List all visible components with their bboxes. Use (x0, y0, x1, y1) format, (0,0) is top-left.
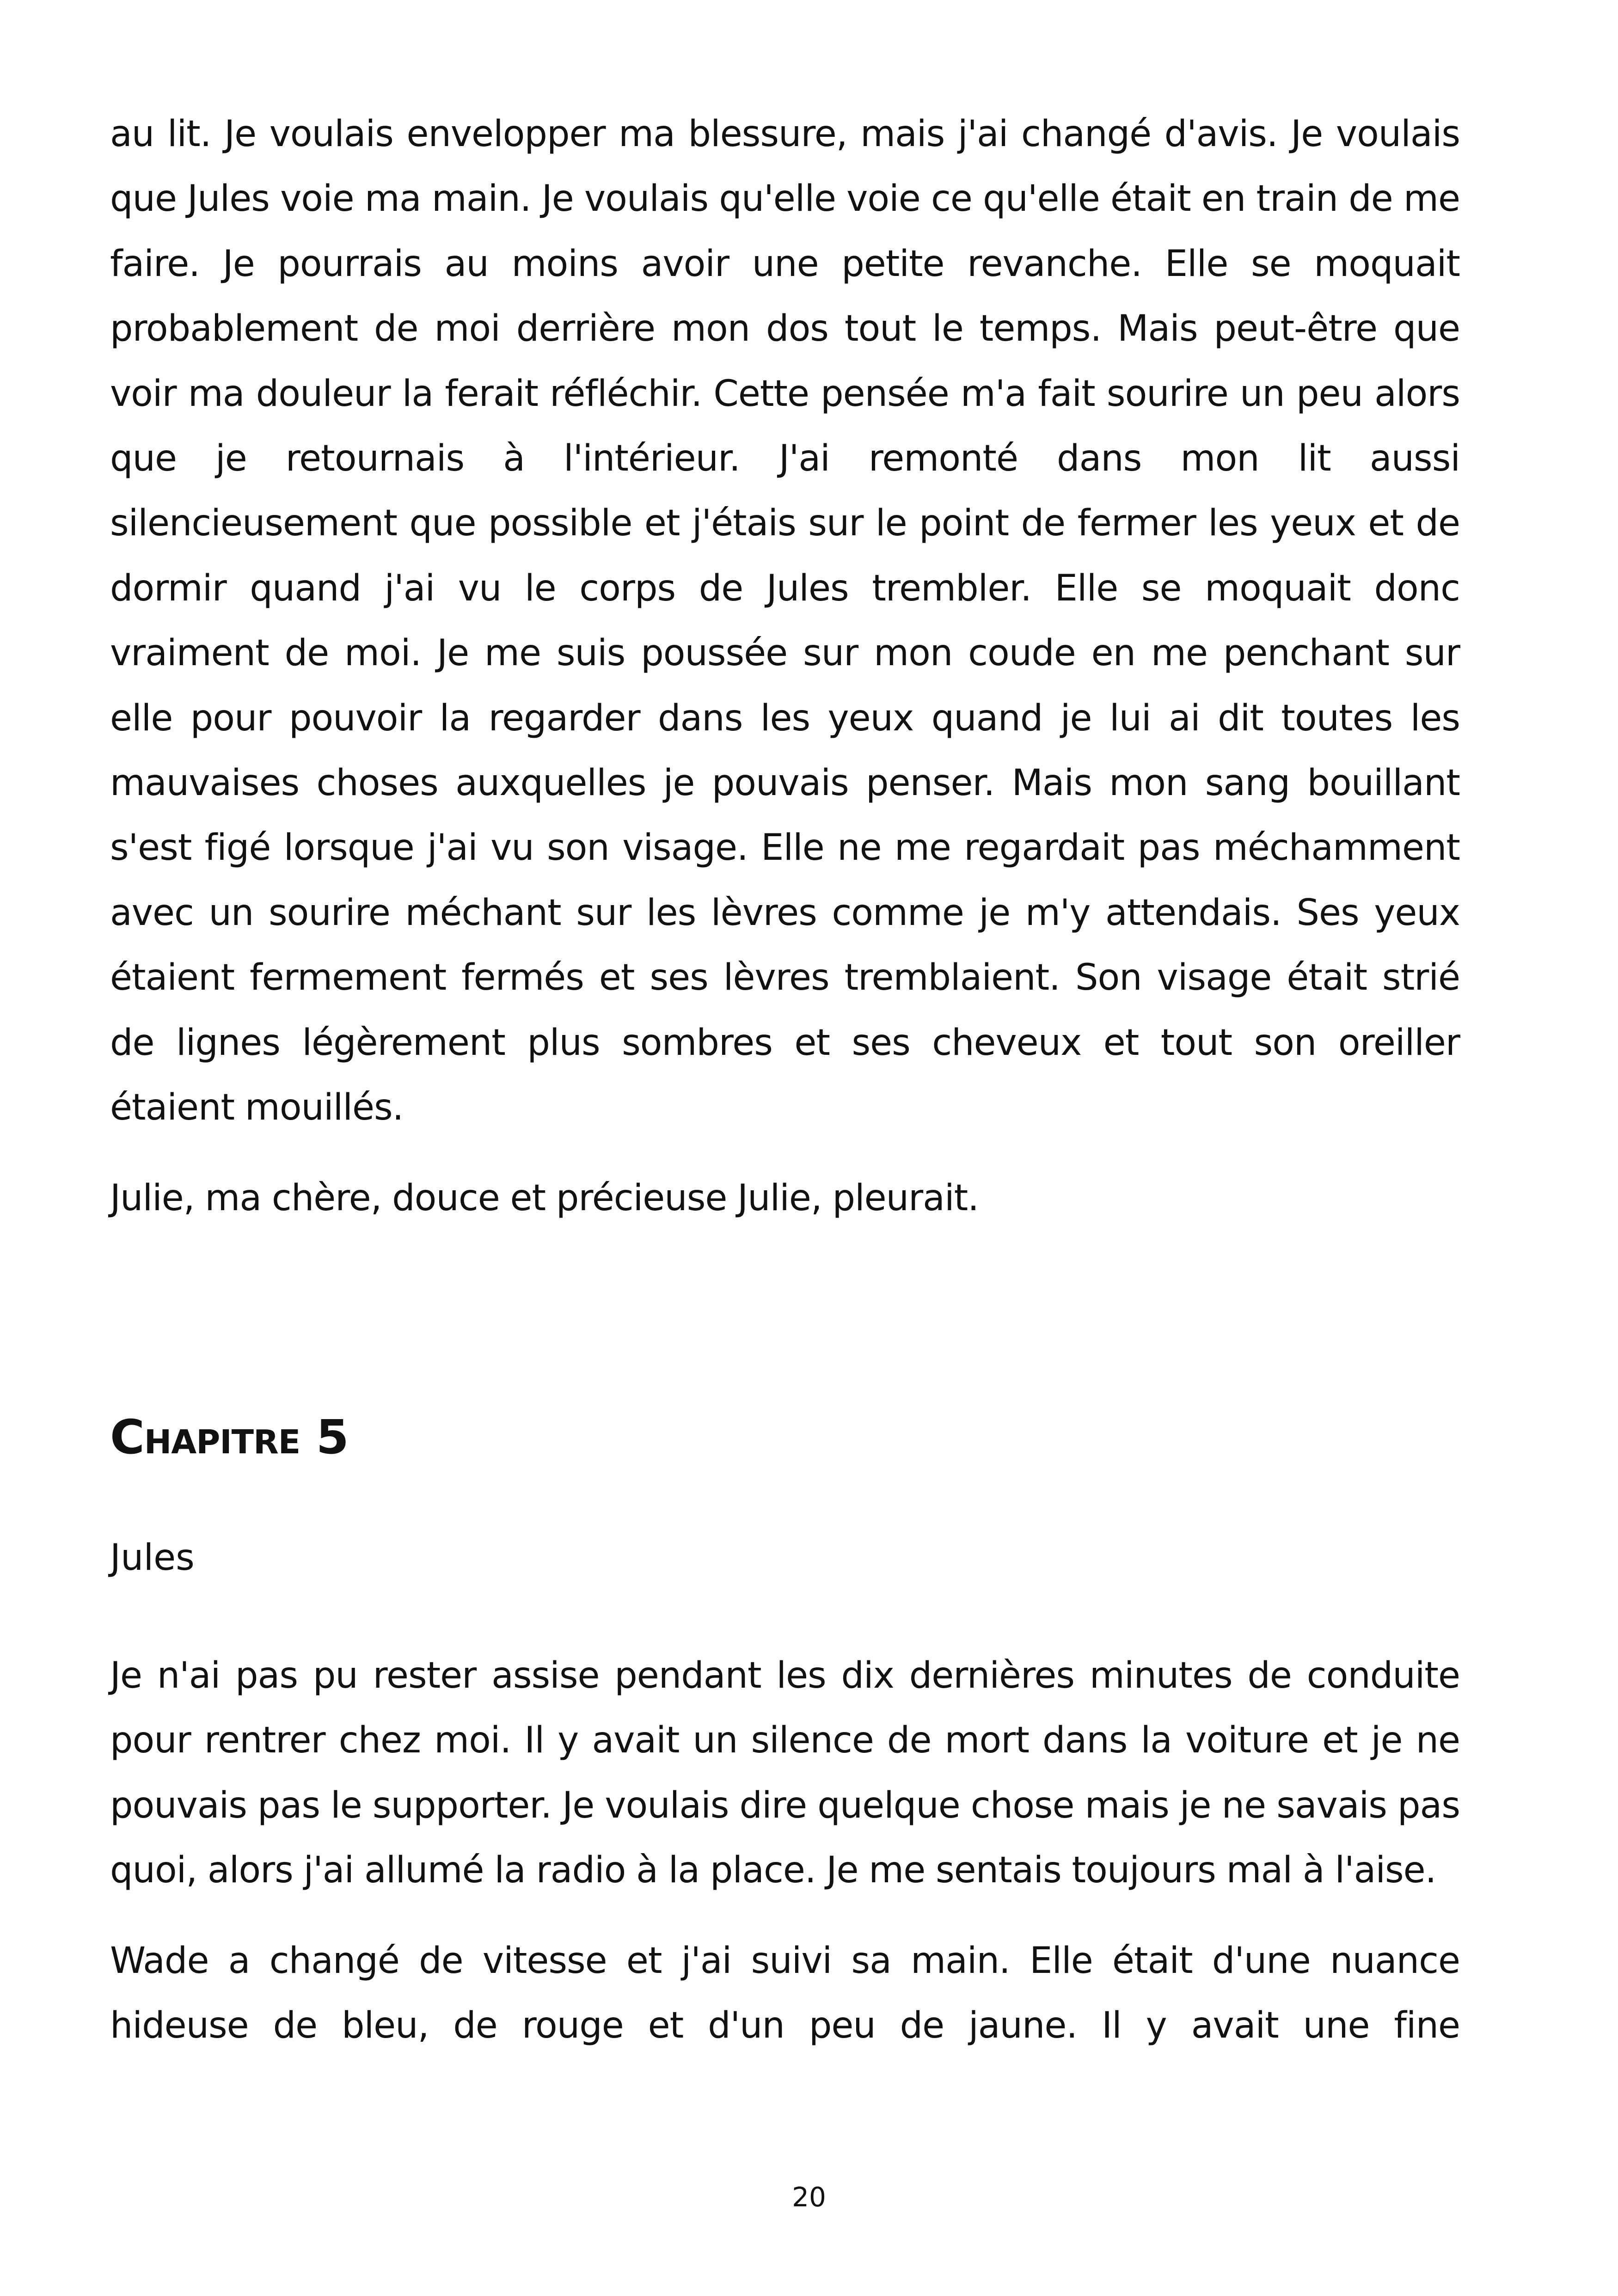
text-block-bottom (110, 1643, 1460, 2058)
page-number: 20 (792, 2181, 826, 2213)
paragraph: Julie, ma chère, douce et précieuse Julie, pleurait. (110, 1177, 979, 1219)
chapter-narrator: Jules (110, 1537, 195, 1579)
paragraph: Je n'ai pas pu rester assise pendant les dix dernières minutes de conduite pour rentrer chez moi. Il y avait un silence de mort dans la voiture et je ne pouvais pas le supporter. Je voulais dire quelque chose mais je ne savais pas quoi, alors j'ai allumé la radio à la place. Je me sentais toujours mal à l'aise. (110, 1655, 1460, 1892)
text-block-top (110, 102, 1460, 1231)
chapter-heading: Chapitre 5 (110, 1410, 349, 1465)
paragraph: Wade a changé de vitesse et j'ai suivi sa main. Elle était d'une nuance hideuse de bleu, de rouge et d'un peu de jaune. Il y avait une fine (110, 1940, 1460, 2047)
paragraph: au lit. Je voulais envelopper ma blessure, mais j'ai changé d'avis. Je voulais que Jules voie ma main. Je voulais qu'elle voie ce qu'elle était en train de me faire. Je pourrais au moins avoir une petite revanche. Elle se moquait probablement de moi derrière mon dos tout le temps. Mais peut-être que voir ma douleur la ferait réfléchir. Cette pensée m'a fait sourire un peu alors que je retournais à l'intérieur. J'ai remonté dans mon lit aussi silencieusement que possible et j'étais sur le point de fermer les yeux et de dormir quand j'ai vu le corps de Jules trembler. Elle se moquait donc vraiment de moi. Je me suis poussée sur mon coude en me penchant sur elle pour pouvoir la regarder dans les yeux quand je lui ai dit toutes les mauvaises choses auxquelles je pouvais penser. Mais mon sang bouillant s'est figé lorsque j'ai vu son visage. Elle ne me regardait pas méchamment avec un sourire méchant sur les lèvres comme je m'y attendais. Ses yeux étaient fermement fermés et ses lèvres tremblaient. Son visage était strié de lignes légèrement plus sombres et ses cheveux et tout son oreiller étaient mouillés. (110, 113, 1460, 1129)
